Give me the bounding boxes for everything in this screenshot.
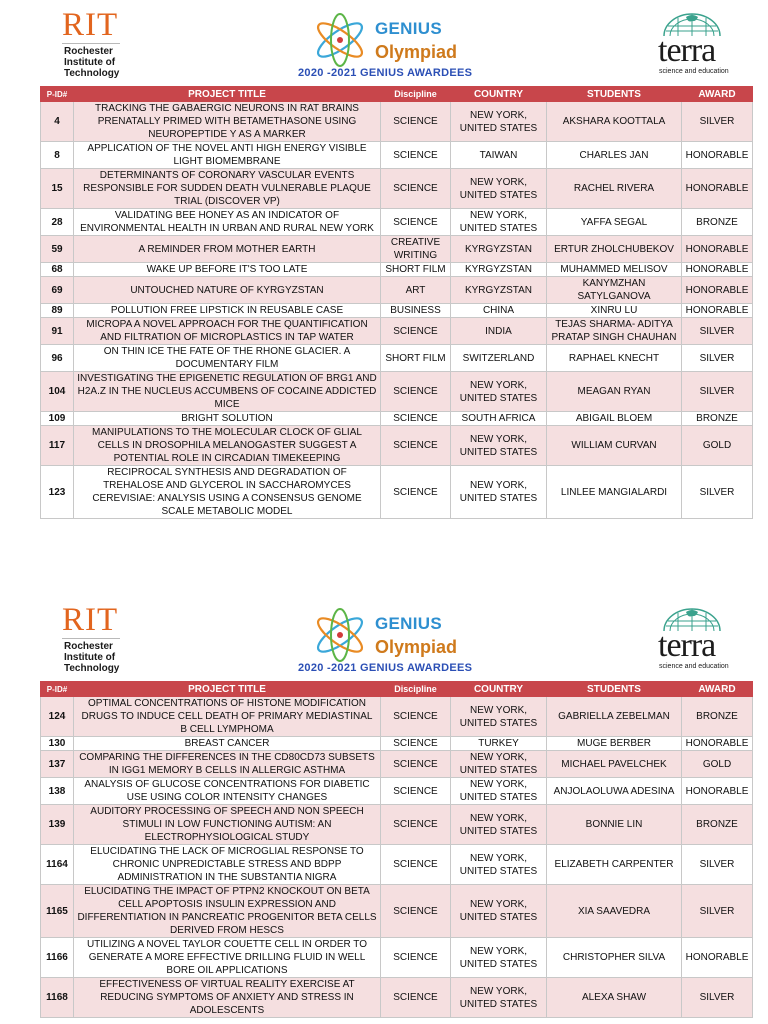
pid-cell: 15 xyxy=(41,169,74,209)
discipline-cell: SCIENCE xyxy=(381,737,451,751)
students-cell: BONNIE LIN xyxy=(547,805,682,845)
award-cell: BRONZE xyxy=(682,697,753,737)
award-cell: BRONZE xyxy=(682,412,753,426)
atom-orbit-icon xyxy=(310,12,374,68)
discipline-cell: SCIENCE xyxy=(381,372,451,412)
olympiad-wordmark: Olympiad xyxy=(375,42,458,62)
award-cell: SILVER xyxy=(682,345,753,372)
project-title-cell: UTILIZING A NOVEL TAYLOR COUETTE CELL IN ORDER TO GENERATE A MORE EFFECTIVE DRILLING FLUID IN WELL BORE OIL APPLICATIONS xyxy=(74,938,381,978)
award-cell: GOLD xyxy=(682,426,753,466)
pid-cell: 59 xyxy=(41,236,74,263)
country-cell: NEW YORK, UNITED STATES xyxy=(451,938,547,978)
pid-cell: 89 xyxy=(41,304,74,318)
rit-logo-mark: RIT xyxy=(62,602,119,638)
table-row xyxy=(41,263,753,277)
country-cell: KYRGYZSTAN xyxy=(451,263,547,277)
country-cell: KYRGYZSTAN xyxy=(451,236,547,263)
country-cell: NEW YORK, UNITED STATES xyxy=(451,885,547,938)
table-row xyxy=(41,372,753,412)
discipline-cell: SCIENCE xyxy=(381,778,451,805)
students-cell: RACHEL RIVERA xyxy=(547,169,682,209)
students-cell: TEJAS SHARMA- ADITYA PRATAP SINGH CHAUHAN xyxy=(547,318,682,345)
country-cell: NEW YORK, UNITED STATES xyxy=(451,751,547,778)
country-cell: NEW YORK, UNITED STATES xyxy=(451,102,547,142)
table-row xyxy=(41,318,753,345)
table-row xyxy=(41,277,753,304)
students-cell: MEAGAN RYAN xyxy=(547,372,682,412)
page-header xyxy=(0,595,768,681)
table-row xyxy=(41,209,753,236)
country-cell: CHINA xyxy=(451,304,547,318)
rit-name-line: Institute of xyxy=(64,57,116,68)
genius-wordmark: GENIUS xyxy=(375,19,442,38)
award-cell: HONORABLE xyxy=(682,938,753,978)
country-cell: NEW YORK, UNITED STATES xyxy=(451,845,547,885)
project-title-cell: POLLUTION FREE LIPSTICK IN REUSABLE CASE xyxy=(74,304,381,318)
country-cell: NEW YORK, UNITED STATES xyxy=(451,372,547,412)
awardees-page-2 xyxy=(0,595,768,1016)
discipline-cell: SHORT FILM xyxy=(381,263,451,277)
country-cell: NEW YORK, UNITED STATES xyxy=(451,978,547,1018)
discipline-cell: SCIENCE xyxy=(381,209,451,236)
country-cell: INDIA xyxy=(451,318,547,345)
award-cell: SILVER xyxy=(682,845,753,885)
project-title-cell: RECIPROCAL SYNTHESIS AND DEGRADATION OF TREHALOSE AND GLYCEROL IN SACCHAROMYCES CEREVISIAE: ANALYSIS USING A CONSENSUS GENOME SCALE METABOLIC MODEL xyxy=(74,466,381,519)
students-cell: ABIGAIL BLOEM xyxy=(547,412,682,426)
pid-cell: 104 xyxy=(41,372,74,412)
terra-wordmark: terra xyxy=(658,627,716,664)
students-cell: MUHAMMED MELISOV xyxy=(547,263,682,277)
project-title-cell: ELUCIDATING THE LACK OF MICROGLIAL RESPONSE TO CHRONIC UNPREDICTABLE STRESS AND BDPP ADMINISTRATION IN THE SUBSTANTIA NIGRA xyxy=(74,845,381,885)
rit-name-line: Technology xyxy=(64,68,120,79)
award-cell: BRONZE xyxy=(682,805,753,845)
project-title-cell: A REMINDER FROM MOTHER EARTH xyxy=(74,236,381,263)
column-header-students: STUDENTS xyxy=(547,682,682,697)
terra-tagline: science and education xyxy=(659,663,729,670)
award-cell: HONORABLE xyxy=(682,169,753,209)
table-row xyxy=(41,938,753,978)
pid-cell: 109 xyxy=(41,412,74,426)
students-cell: KANYMZHAN SATYLGANOVA xyxy=(547,277,682,304)
country-cell: NEW YORK, UNITED STATES xyxy=(451,805,547,845)
project-title-cell: BRIGHT SOLUTION xyxy=(74,412,381,426)
rit-name-line: Rochester xyxy=(64,46,113,57)
pid-cell: 123 xyxy=(41,466,74,519)
project-title-cell: AUDITORY PROCESSING OF SPEECH AND NON SPEECH STIMULI IN LOW FUNCTIONING AUTISM: AN ELECTROPHYSIOLOGICAL STUDY xyxy=(74,805,381,845)
discipline-cell: SCIENCE xyxy=(381,845,451,885)
students-cell: ALEXA SHAW xyxy=(547,978,682,1018)
award-cell: SILVER xyxy=(682,466,753,519)
atom-orbit-icon xyxy=(310,607,374,663)
table-row xyxy=(41,885,753,938)
project-title-cell: UNTOUCHED NATURE OF KYRGYZSTAN xyxy=(74,277,381,304)
pid-cell: 8 xyxy=(41,142,74,169)
column-header-country: COUNTRY xyxy=(451,682,547,697)
country-cell: TAIWAN xyxy=(451,142,547,169)
students-cell: XIA SAAVEDRA xyxy=(547,885,682,938)
column-header-award: AWARD xyxy=(682,87,753,102)
table-row xyxy=(41,304,753,318)
discipline-cell: SCIENCE xyxy=(381,938,451,978)
rit-logo xyxy=(60,7,170,79)
awardees-title: 2020 -2021 GENIUS AWARDEES xyxy=(298,662,473,674)
award-cell: SILVER xyxy=(682,978,753,1018)
table-header-row xyxy=(41,87,753,102)
students-cell: ELIZABETH CARPENTER xyxy=(547,845,682,885)
column-header-students: STUDENTS xyxy=(547,87,682,102)
discipline-cell: SCIENCE xyxy=(381,805,451,845)
award-cell: HONORABLE xyxy=(682,737,753,751)
table-row xyxy=(41,805,753,845)
award-cell: SILVER xyxy=(682,885,753,938)
discipline-cell: SCIENCE xyxy=(381,885,451,938)
project-title-cell: WAKE UP BEFORE IT'S TOO LATE xyxy=(74,263,381,277)
project-title-cell: ELUCIDATING THE IMPACT OF PTPN2 KNOCKOUT ON BETA CELL APOPTOSIS INSULIN EXPRESSION AND DIFFERENTIATION IN PANCREATIC PROGENITOR BETA CELLS DERIVED FROM HESCS xyxy=(74,885,381,938)
students-cell: CHRISTOPHER SILVA xyxy=(547,938,682,978)
award-cell: GOLD xyxy=(682,751,753,778)
pid-cell: 117 xyxy=(41,426,74,466)
country-cell: NEW YORK, UNITED STATES xyxy=(451,169,547,209)
students-cell: LINLEE MANGIALARDI xyxy=(547,466,682,519)
country-cell: NEW YORK, UNITED STATES xyxy=(451,778,547,805)
genius-olympiad-logo xyxy=(310,607,490,663)
table-row xyxy=(41,236,753,263)
students-cell: GABRIELLA ZEBELMAN xyxy=(547,697,682,737)
project-title-cell: MICROPA A NOVEL APPROACH FOR THE QUANTIFICATION AND FILTRATION OF MICROPLASTICS IN TAP WATER xyxy=(74,318,381,345)
pid-cell: 130 xyxy=(41,737,74,751)
pid-cell: 139 xyxy=(41,805,74,845)
country-cell: TURKEY xyxy=(451,737,547,751)
terra-logo xyxy=(656,605,728,673)
column-header-project-title: PROJECT TITLE xyxy=(74,682,381,697)
country-cell: NEW YORK, UNITED STATES xyxy=(451,209,547,236)
students-cell: MICHAEL PAVELCHEK xyxy=(547,751,682,778)
table-row xyxy=(41,466,753,519)
project-title-cell: MANIPULATIONS TO THE MOLECULAR CLOCK OF GLIAL CELLS IN DROSOPHILA MELANOGASTER SUGGEST A POTENTIAL ROLE IN CIRCADIAN TIMEKEEPING xyxy=(74,426,381,466)
award-cell: SILVER xyxy=(682,102,753,142)
country-cell: SWITZERLAND xyxy=(451,345,547,372)
discipline-cell: SCIENCE xyxy=(381,142,451,169)
discipline-cell: SCIENCE xyxy=(381,697,451,737)
genius-olympiad-logo xyxy=(310,12,490,68)
discipline-cell: BUSINESS xyxy=(381,304,451,318)
page-header xyxy=(0,0,768,86)
project-title-cell: VALIDATING BEE HONEY AS AN INDICATOR OF ENVIRONMENTAL HEALTH IN URBAN AND RURAL NEW YORK xyxy=(74,209,381,236)
table-row xyxy=(41,102,753,142)
awardees-title: 2020 -2021 GENIUS AWARDEES xyxy=(298,67,473,79)
country-cell: KYRGYZSTAN xyxy=(451,277,547,304)
table-row xyxy=(41,412,753,426)
students-cell: ERTUR ZHOLCHUBEKOV xyxy=(547,236,682,263)
terra-tagline: science and education xyxy=(659,68,729,75)
terra-logo xyxy=(656,10,728,78)
students-cell: WILLIAM CURVAN xyxy=(547,426,682,466)
pid-cell: 138 xyxy=(41,778,74,805)
rit-logo xyxy=(60,602,170,674)
rit-logo-mark: RIT xyxy=(62,7,119,43)
award-cell: SILVER xyxy=(682,372,753,412)
discipline-cell: SCIENCE xyxy=(381,426,451,466)
award-cell: HONORABLE xyxy=(682,304,753,318)
discipline-cell: SHORT FILM xyxy=(381,345,451,372)
pid-cell: 1164 xyxy=(41,845,74,885)
students-cell: XINRU LU xyxy=(547,304,682,318)
project-title-cell: COMPARING THE DIFFERENCES IN THE CD80CD73 SUBSETS IN IGG1 MEMORY B CELLS IN ALLERGIC ASTHMA xyxy=(74,751,381,778)
project-title-cell: OPTIMAL CONCENTRATIONS OF HISTONE MODIFICATION DRUGS TO INDUCE CELL DEATH OF PRIMARY MEDIASTINAL B CELL LYMPHOMA xyxy=(74,697,381,737)
award-cell: HONORABLE xyxy=(682,277,753,304)
project-title-cell: DETERMINANTS OF CORONARY VASCULAR EVENTS RESPONSIBLE FOR SUDDEN DEATH VULNERABLE PLAQUE TRIAL (DISCOVER VP) xyxy=(74,169,381,209)
table-row xyxy=(41,845,753,885)
country-cell: NEW YORK, UNITED STATES xyxy=(451,466,547,519)
column-header-project-title: PROJECT TITLE xyxy=(74,87,381,102)
project-title-cell: ANALYSIS OF GLUCOSE CONCENTRATIONS FOR DIABETIC USE USING COLOR INTENSITY CHANGES xyxy=(74,778,381,805)
discipline-cell: SCIENCE xyxy=(381,102,451,142)
rit-name-line: Institute of xyxy=(64,652,116,663)
project-title-cell: ON THIN ICE THE FATE OF THE RHONE GLACIER. A DOCUMENTARY FILM xyxy=(74,345,381,372)
award-cell: BRONZE xyxy=(682,209,753,236)
column-header-discipline: Discipline xyxy=(381,682,451,697)
rit-logo-divider xyxy=(62,638,120,639)
students-cell: MUGE BERBER xyxy=(547,737,682,751)
pid-cell: 1165 xyxy=(41,885,74,938)
students-cell: RAPHAEL KNECHT xyxy=(547,345,682,372)
awardees-table xyxy=(40,681,753,1018)
discipline-cell: SCIENCE xyxy=(381,978,451,1018)
pid-cell: 28 xyxy=(41,209,74,236)
column-header-pid: P-ID# xyxy=(41,682,74,697)
table-row xyxy=(41,778,753,805)
table-row xyxy=(41,426,753,466)
students-cell: YAFFA SEGAL xyxy=(547,209,682,236)
discipline-cell: SCIENCE xyxy=(381,169,451,209)
project-title-cell: INVESTIGATING THE EPIGENETIC REGULATION OF BRG1 AND H2A.Z IN THE NUCLEUS ACCUMBENS OF COCAINE ADDICTED MICE xyxy=(74,372,381,412)
discipline-cell: SCIENCE xyxy=(381,466,451,519)
award-cell: HONORABLE xyxy=(682,236,753,263)
pid-cell: 1166 xyxy=(41,938,74,978)
awardees-table xyxy=(40,86,753,519)
rit-name-line: Rochester xyxy=(64,641,113,652)
pid-cell: 91 xyxy=(41,318,74,345)
students-cell: ANJOLAOLUWA ADESINA xyxy=(547,778,682,805)
column-header-discipline: Discipline xyxy=(381,87,451,102)
pid-cell: 1168 xyxy=(41,978,74,1018)
discipline-cell: SCIENCE xyxy=(381,412,451,426)
project-title-cell: APPLICATION OF THE NOVEL ANTI HIGH ENERGY VISIBLE LIGHT BIOMEMBRANE xyxy=(74,142,381,169)
students-cell: CHARLES JAN xyxy=(547,142,682,169)
country-cell: SOUTH AFRICA xyxy=(451,412,547,426)
pid-cell: 68 xyxy=(41,263,74,277)
genius-wordmark: GENIUS xyxy=(375,614,442,633)
table-row xyxy=(41,751,753,778)
table-row xyxy=(41,978,753,1018)
project-title-cell: BREAST CANCER xyxy=(74,737,381,751)
rit-name-line: Technology xyxy=(64,663,120,674)
students-cell: AKSHARA KOOTTALA xyxy=(547,102,682,142)
rit-logo-divider xyxy=(62,43,120,44)
pid-cell: 96 xyxy=(41,345,74,372)
award-cell: HONORABLE xyxy=(682,263,753,277)
table-row xyxy=(41,142,753,169)
discipline-cell: ART xyxy=(381,277,451,304)
pid-cell: 69 xyxy=(41,277,74,304)
discipline-cell: SCIENCE xyxy=(381,318,451,345)
terra-wordmark: terra xyxy=(658,32,716,69)
table-row xyxy=(41,737,753,751)
discipline-cell: CREATIVE WRITING xyxy=(381,236,451,263)
discipline-cell: SCIENCE xyxy=(381,751,451,778)
project-title-cell: EFFECTIVENESS OF VIRTUAL REALITY EXERCISE AT REDUCING SYMPTOMS OF ANXIETY AND STRESS IN ADOLESCENTS xyxy=(74,978,381,1018)
pid-cell: 4 xyxy=(41,102,74,142)
pid-cell: 124 xyxy=(41,697,74,737)
pid-cell: 137 xyxy=(41,751,74,778)
table-header-row xyxy=(41,682,753,697)
award-cell: HONORABLE xyxy=(682,142,753,169)
table-row xyxy=(41,345,753,372)
column-header-pid: P-ID# xyxy=(41,87,74,102)
table-row xyxy=(41,169,753,209)
column-header-country: COUNTRY xyxy=(451,87,547,102)
country-cell: NEW YORK, UNITED STATES xyxy=(451,426,547,466)
column-header-award: AWARD xyxy=(682,682,753,697)
olympiad-wordmark: Olympiad xyxy=(375,637,458,657)
award-cell: SILVER xyxy=(682,318,753,345)
country-cell: NEW YORK, UNITED STATES xyxy=(451,697,547,737)
table-row xyxy=(41,697,753,737)
project-title-cell: TRACKING THE GABAERGIC NEURONS IN RAT BRAINS PRENATALLY PRIMED WITH BETAMETHASONE USING NEUROPEPTIDE Y AS A MARKER xyxy=(74,102,381,142)
award-cell: HONORABLE xyxy=(682,778,753,805)
